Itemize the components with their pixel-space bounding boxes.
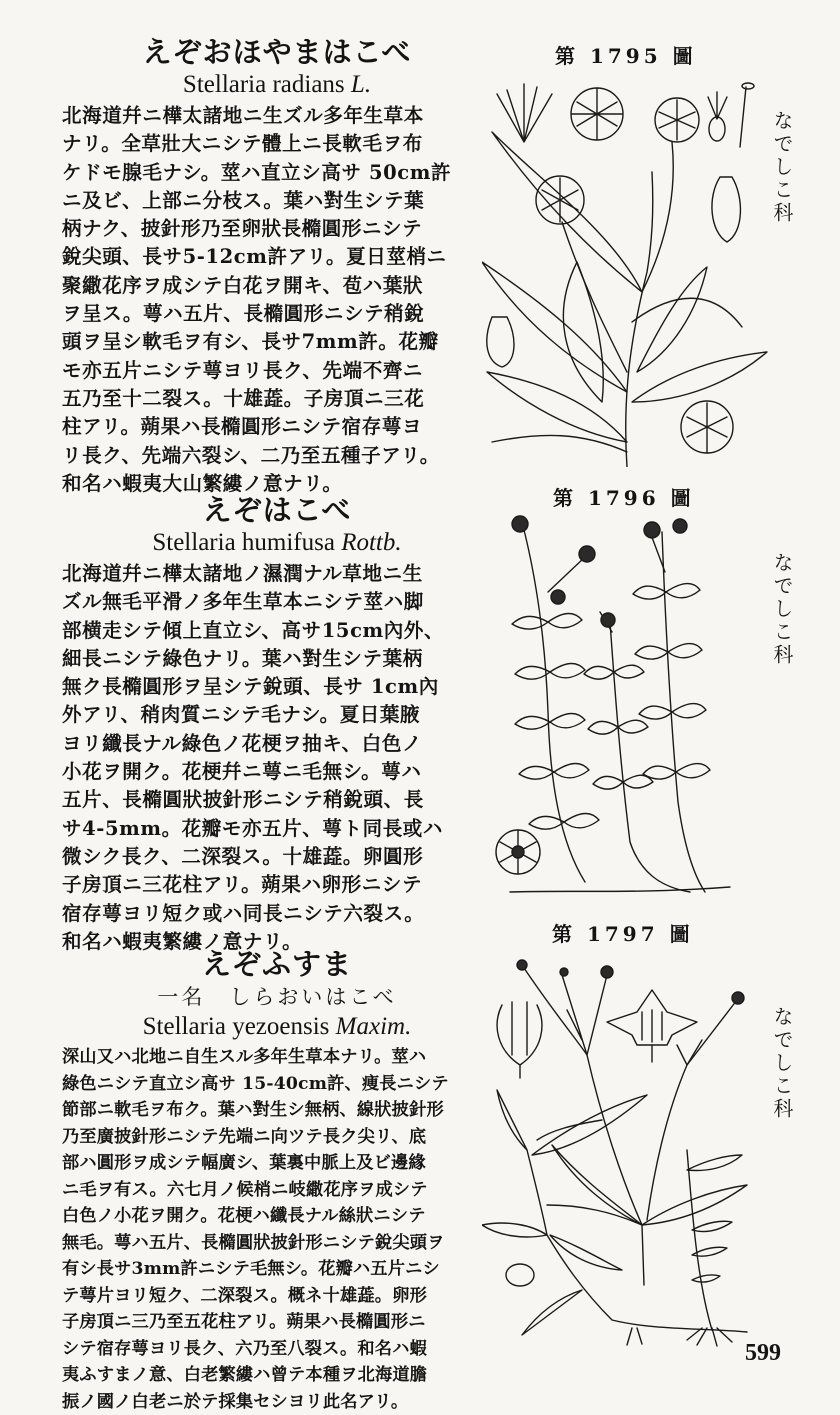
scientific-name (62, 1012, 492, 1042)
description-line: 無毛。萼ハ五片、長橢圓狀披針形ニシテ銳尖頭ヲ (62, 1230, 492, 1257)
description-line: 和名ハ蝦夷大山繁縷ノ意ナリ。 (62, 470, 492, 498)
description-line: 夷ふすまノ意、白老繁縷ハ曾テ本種ヲ北海道膽 (62, 1362, 492, 1389)
plant-drawing-icon (490, 512, 740, 902)
description (62, 1044, 492, 1415)
description-line: ズル無毛平滑ノ多年生草本ニシテ莖ハ脚 (62, 588, 492, 616)
entry-stellaria-yezoensis (62, 946, 492, 1415)
family-label: なでしこ科 (768, 110, 797, 225)
description-line: 頭ヲ呈シ軟毛ヲ有シ、長サ7mm許。花瓣 (62, 328, 492, 356)
description (62, 560, 492, 956)
family-label: なでしこ科 (768, 1006, 797, 1121)
page-number: 599 (745, 1340, 781, 1367)
description-line: 有シ長サ3mm許ニシテ毛無シ。花瓣ハ五片ニシ (62, 1256, 492, 1283)
description-line: 柄ナク、披針形乃至卵狀長橢圓形ニシテ (62, 215, 492, 243)
entry-stellaria-radians (62, 34, 492, 498)
description-line: 柱アリ。蒴果ハ長橢圓形ニシテ宿存萼ヨ (62, 413, 492, 441)
description-line: ニ及ビ、上部ニ分枝ス。葉ハ對生シテ葉 (62, 187, 492, 215)
description-line: 子房頂ニ三乃至五花柱アリ。蒴果ハ長橢圓形ニ (62, 1309, 492, 1336)
description-line: 子房頂ニ三花柱アリ。蒴果ハ卵形ニシテ (62, 871, 492, 899)
figure-label: 第 1796 圖 (553, 482, 695, 511)
genus-species: Stellaria humifusa (152, 529, 341, 556)
scientific-name (62, 70, 492, 100)
description-line: 北海道幷ニ樺太諸地ニ生ズル多年生草本 (62, 102, 492, 130)
scientific-name (62, 528, 492, 558)
description-line: 節部ニ軟毛ヲ布ク。葉ハ對生シ無柄、線狀披針形 (62, 1097, 492, 1124)
alternate-name: 一名 しらおいはこべ (62, 982, 492, 1012)
description-line: 微シク長ク、二深裂ス。十雄蕋。卵圓形 (62, 843, 492, 871)
description-line: 深山又ハ北地ニ自生スル多年生草本ナリ。莖ハ (62, 1044, 492, 1071)
japanese-name: えぞはこべ (62, 492, 492, 528)
japanese-name: えぞおほやまはこべ (62, 34, 492, 70)
description-line: 白色ノ小花ヲ開ク。花梗ハ纖長ナル絲狀ニシテ (62, 1203, 492, 1230)
stellaria-yezoensis-illustration (482, 950, 762, 1350)
description-line: ケドモ腺毛ナシ。莖ハ直立シ高サ 50cm許 (62, 159, 492, 187)
stellaria-radians-illustration (482, 72, 772, 467)
authority: Maxim. (336, 1013, 412, 1040)
description-line: 北海道幷ニ樺太諸地ノ濕潤ナル草地ニ生 (62, 560, 492, 588)
family-label: なでしこ科 (768, 552, 797, 667)
authority: L. (351, 71, 371, 98)
authority: Rottb. (341, 529, 401, 556)
description-line: シテ宿存萼ヨリ長ク、六乃至八裂ス。和名ハ蝦 (62, 1336, 492, 1363)
description (62, 102, 492, 498)
genus-species: Stellaria radians (183, 71, 351, 98)
description-line: 細長ニシテ綠色ナリ。葉ハ對生シテ葉柄 (62, 645, 492, 673)
stellaria-humifusa-illustration (490, 512, 740, 902)
description-line: 五片、長橢圓狀披針形ニシテ稍銳頭、長 (62, 786, 492, 814)
plant-drawing-icon (482, 950, 762, 1350)
japanese-name: えぞふすま (62, 946, 492, 982)
description-line: 銳尖頭、長サ5-12cm許アリ。夏日莖梢ニ (62, 243, 492, 271)
plant-drawing-icon (482, 72, 772, 467)
description-line: 聚繖花序ヲ成シテ白花ヲ開キ、苞ハ葉狀 (62, 272, 492, 300)
description-line: 振ノ國ノ白老ニ於テ採集セシヨリ此名アリ。 (62, 1389, 492, 1415)
description-line: モ亦五片ニシテ萼ヨリ長ク、先端不齊ニ (62, 357, 492, 385)
description-line: 和名ハ蝦夷繁縷ノ意ナリ。 (62, 928, 492, 956)
description-line: 部ハ圓形ヲ成シテ幅廣シ、葉裏中脈上及ビ邊緣 (62, 1150, 492, 1177)
figure-label: 第 1797 圖 (552, 918, 694, 947)
description-line: 部横走シテ傾上直立シ、高サ15cm內外、 (62, 617, 492, 645)
description-line: 綠色ニシテ直立シ高サ 15-40cm許、痩長ニシテ (62, 1071, 492, 1098)
description-line: 小花ヲ開ク。花梗幷ニ萼ニ毛無シ。萼ハ (62, 758, 492, 786)
description-line: テ萼片ヨリ短ク、二深裂ス。概ネ十雄蕋。卵形 (62, 1283, 492, 1310)
description-line: サ4-5mm。花瓣モ亦五片、萼ト同長或ハ (62, 815, 492, 843)
figure-label: 第 1795 圖 (555, 40, 697, 69)
description-line: 乃至廣披針形ニシテ先端ニ向ツテ長ク尖リ、底 (62, 1124, 492, 1151)
entry-stellaria-humifusa (62, 492, 492, 956)
description-line: 無ク長橢圓形ヲ呈シテ銳頭、長サ 1cm內 (62, 673, 492, 701)
genus-species: Stellaria yezoensis (143, 1013, 336, 1040)
description-line: 外アリ、稍肉質ニシテ毛ナシ。夏日葉腋 (62, 701, 492, 729)
description-line: 五乃至十二裂ス。十雄蕋。子房頂ニ三花 (62, 385, 492, 413)
description-line: リ長ク、先端六裂シ、二乃至五種子アリ。 (62, 442, 492, 470)
description-line: ニ毛ヲ有ス。六七月ノ候梢ニ岐繖花序ヲ成シテ (62, 1177, 492, 1204)
description-line: ナリ。全草壯大ニシテ體上ニ長軟毛ヲ布 (62, 130, 492, 158)
description-line: 宿存萼ヨリ短ク或ハ同長ニシテ六裂ス。 (62, 900, 492, 928)
description-line: ヲ呈ス。萼ハ五片、長橢圓形ニシテ稍銳 (62, 300, 492, 328)
description-line: ヨリ纖長ナル綠色ノ花梗ヲ抽キ、白色ノ (62, 730, 492, 758)
